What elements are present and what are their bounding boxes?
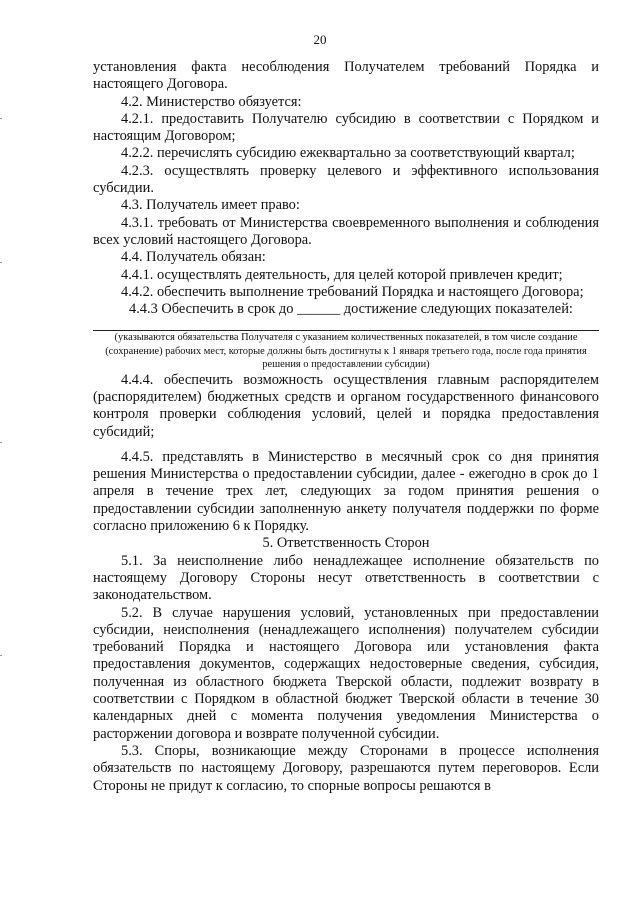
clause-4-2-1: 4.2.1. предоставить Получателю субсидию в соответствии с Порядком и настоящим Договором; — [93, 110, 599, 145]
clause-4-4-5: 4.4.5. представлять в Министерство в месячный срок со дня принятия решения Министерства о предоставлении субсидии, далее - ежегодно в срок до 1 апреля в течение трех лет, следующих за годом принятия решения о предоставлении субсидии заполненную анкету получателя поддержки по форме согласно приложению 6 к Порядку. — [93, 448, 599, 535]
clause-5-3: 5.3. Споры, возникающие между Сторонами в процессе исполнения обязательств по настоящему Договору, разрешаются путем переговоров. Если Стороны не придут к согласию, то спорные вопросы решаются в — [93, 742, 599, 794]
clause-4-3-1: 4.3.1. требовать от Министерства своевременного выполнения и соблюдения всех условий настоящего Договора. — [93, 214, 599, 248]
clause-4-2-3: 4.2.3. осуществлять проверку целевого и эффективного использования субсидии. — [93, 162, 599, 197]
clause-4-2-2: 4.2.2. перечислять субсидию ежеквартально за соответствующий квартал; — [121, 145, 575, 162]
deadline-blank: ______ — [297, 301, 341, 318]
clause-4-4-3-start: 4.4.3 Обеспечить в срок до — [129, 301, 298, 318]
document-body — [93, 59, 599, 795]
clause-4-2: 4.2. Министерство обязуется: — [121, 93, 302, 110]
clause-5-1: 5.1. За неисполнение либо ненадлежащее исполнение обязательств по настоящему Договору Стороны несут ответственность в соответствии с законодательством. — [93, 552, 599, 604]
clause-4-4-4: 4.4.4. обеспечить возможность осуществления главным распорядителем (распорядителем) бюджетных средств и органом государственного финансового контроля проверки соблюдения условий, целей и порядка предоставления субсидий; — [93, 371, 599, 440]
section-heading: 5. Ответственность Сторон — [262, 535, 430, 552]
scan-edge-mark — [0, 118, 2, 119]
scan-edge-mark — [0, 655, 2, 656]
scan-edge-mark — [0, 442, 2, 443]
scan-edge-mark — [0, 262, 2, 263]
clause-4-4-1: 4.4.1. осуществлять деятельность, для целей которой привлечен кредит; — [121, 266, 563, 283]
footnote-instruction: (указываются обязательства Получателя с указанием количественных показателей, в том числе создание (сохранение) рабочих мест, которые должны быть достигнуты к 1 января третьего года, после года принятия решения о предоставлении субсидии) — [105, 332, 587, 371]
clause-4-4-2: 4.4.2. обеспечить выполнение требований Порядка и настоящего Договора; — [121, 283, 584, 300]
page-number: 20 — [313, 32, 327, 47]
paragraph-continuation: установления факта несоблюдения Получателем требований Порядка и настоящего Договора. — [93, 59, 599, 93]
clause-4-4-3-end: достижение следующих показателей: — [340, 301, 573, 318]
clause-4-4: 4.4. Получатель обязан: — [121, 249, 266, 266]
spacer — [93, 441, 599, 449]
clause-4-3: 4.3. Получатель имеет право: — [121, 197, 300, 214]
clause-4-4-3 — [93, 301, 599, 318]
clause-5-2: 5.2. В случае нарушения условий, установленных при предоставлении субсидии, неисполнения (ненадлежащего исполнения) получателем субсидии требований Порядка и настоящего Договора или установления факта предоставления документов, содержащих недостоверные сведения, субсидия, полученная из областного бюджета Тверской области, подлежит возврату в соответствии с Порядком в областной бюджет Тверской области в течение 30 календарных дней с момента получения уведомления Министерства о расторжении договора и возврате полученной субсидии. — [93, 604, 599, 742]
